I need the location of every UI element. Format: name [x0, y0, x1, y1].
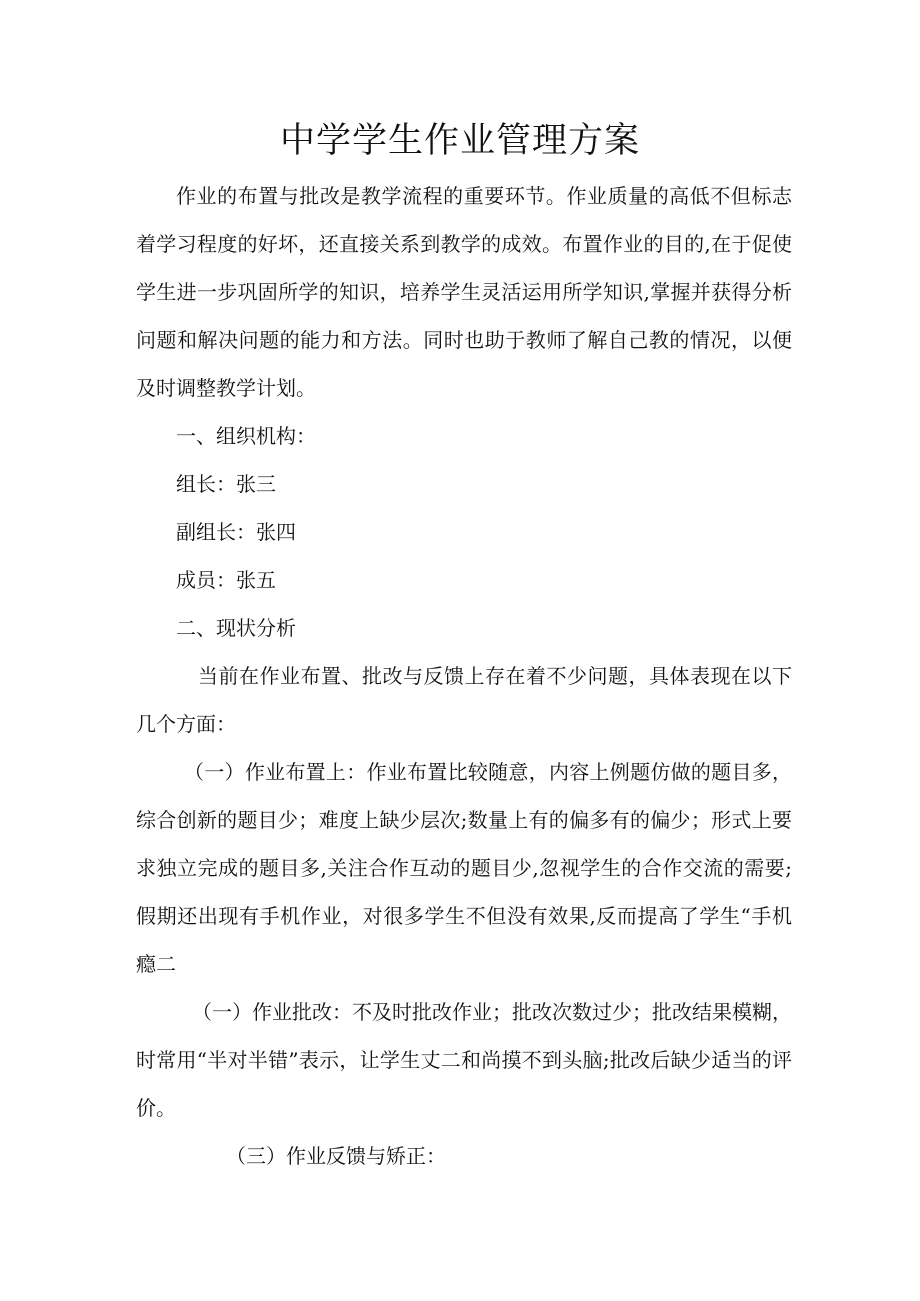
members-line: 成员：张五 [176, 568, 276, 592]
intro-paragraph: 作业的布置与批改是教学流程的重要环节。作业质量的高低不但标志着学习程度的好坏，还直接关系到教学的成效。布置作业的目的,在于促使学生进一步巩固所学的知识，培养学生灵活运用所学知识,掌握并获得分析问题和解决问题的能力和方法。同时也助于教师了解自己教的情况，以便及时调整教学计划。 [136, 184, 792, 400]
analysis-intro-paragraph: 当前在作业布置、批改与反馈上存在着不少问题，具体表现在以下几个方面： [136, 664, 792, 736]
item-feedback-heading: （三）作业反馈与矫正： [226, 1144, 446, 1168]
leader-line: 组长：张三 [176, 472, 276, 496]
item-grading-paragraph: （一）作业批改：不及时批改作业；批改次数过少；批改结果模糊，时常用“半对半错”表示，让学生丈二和尚摸不到头脑;批改后缺少适当的评价。 [136, 1000, 792, 1120]
section-heading-organization: 一、组织机构： [176, 424, 316, 448]
deputy-leader-line: 副组长：张四 [176, 520, 296, 544]
section-heading-analysis: 二、现状分析 [176, 616, 296, 640]
item-assignment-paragraph: （一）作业布置上：作业布置比较随意，内容上例题仿做的题目多，综合创新的题目少；难度上缺少层次;数量上有的偏多有的偏少；形式上要求独立完成的题目多,关注合作互动的题目少,忽视学生的合作交流的需要;假期还出现有手机作业，对很多学生不但没有效果,反而提高了学生“手机瘾二 [136, 760, 792, 976]
page-title: 中学学生作业管理方案 [279, 121, 640, 161]
